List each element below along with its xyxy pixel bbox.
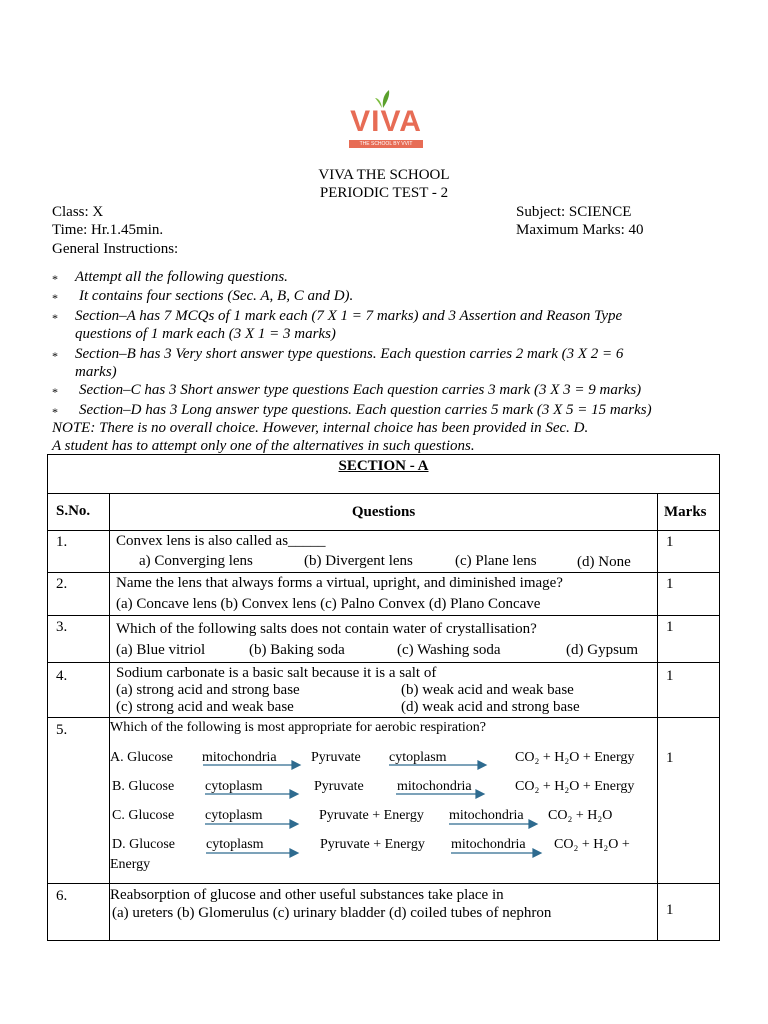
bullet-icon: * [52, 405, 58, 419]
bullet-icon: * [52, 385, 58, 399]
instruction-continuation: questions of 1 mark each (3 X 1 = 3 marks) [75, 326, 336, 342]
pathway-step-label: mitochondria [449, 808, 524, 823]
question-option: (b) Divergent lens [304, 553, 413, 569]
question-option: (a) strong acid and strong base [116, 682, 300, 698]
logo-tagline: THE SCHOOL BY VVIT [349, 140, 423, 148]
pathway-wrap-text: Energy [110, 857, 151, 872]
header-marks: Marks [664, 504, 707, 520]
bullet-icon: * [52, 272, 58, 286]
pathway-product: Pyruvate [311, 750, 361, 765]
pathway-option-label: C. Glucose [112, 808, 175, 823]
logo-wordmark: VIVA [350, 105, 422, 138]
arrow-icon [451, 849, 541, 857]
question-option: (c) Washing soda [397, 642, 501, 658]
bullet-icon: * [52, 349, 58, 363]
pathway-arrows [48, 455, 719, 940]
arrow-icon [206, 849, 298, 857]
instruction-item: Attempt all the following questions. [75, 269, 288, 285]
school-name: VIVA THE SCHOOL [318, 167, 450, 183]
pathway-step-label: cytoplasm [205, 808, 263, 823]
bullet-icon: * [52, 291, 58, 305]
class-label: Class: X [52, 204, 104, 220]
arrow-icon [396, 790, 484, 798]
question-option: (a) Blue vitriol [116, 642, 206, 658]
arrow-icon [203, 761, 300, 769]
instruction-continuation: marks) [75, 364, 117, 380]
question-text: Convex lens is also called as_____ [116, 533, 326, 549]
question-option: (d) weak acid and strong base [401, 699, 580, 715]
question-number: 6. [56, 888, 68, 904]
header-questions: Questions [351, 504, 416, 520]
pathway-step-label: mitochondria [451, 837, 526, 852]
pathway-step-label: mitochondria [397, 779, 472, 794]
arrow-icon [449, 820, 537, 828]
question-option: (b) Baking soda [249, 642, 345, 658]
school-logo [346, 88, 426, 152]
question-text: Which of the following is most appropriate for aerobic respiration? [110, 720, 486, 735]
question-text: Name the lens that always forms a virtual, upright, and diminished image? [116, 575, 563, 591]
question-number: 4. [56, 668, 68, 684]
pathway-product: CO₂ + H₂O + Energy [515, 779, 635, 794]
note-line: NOTE: There is no overall choice. However, internal choice has been provided in Sec. D. [52, 420, 589, 436]
subject-label: Subject: SCIENCE [516, 204, 632, 220]
arrow-icon [389, 761, 486, 769]
question-option: (d) Gypsum [566, 642, 639, 658]
question-number: 3. [56, 619, 68, 635]
instruction-item: Section–A has 7 MCQs of 1 mark each (7 X 1 = 7 marks) and 3 Assertion and Reason Type [75, 308, 623, 324]
instruction-item: It contains four sections (Sec. A, B, C and D). [79, 288, 354, 304]
question-number: 2. [56, 576, 68, 592]
section-title: SECTION - A [338, 458, 429, 474]
pathway-option-label: A. Glucose [110, 750, 173, 765]
question-number: 1. [56, 534, 68, 550]
pathway-product: Pyruvate [314, 779, 364, 794]
question-marks: 1 [666, 750, 674, 766]
pathway-product: CO₂ + H₂O + [554, 837, 630, 852]
pathway-step-label: cytoplasm [206, 837, 264, 852]
question-option: (b) weak acid and weak base [401, 682, 574, 698]
time-label: Time: Hr.1.45min. [52, 222, 164, 238]
pathway-option-label: D. Glucose [112, 837, 175, 852]
pathway-product: Pyruvate + Energy [319, 808, 424, 823]
arrow-icon [205, 820, 298, 828]
bullet-icon: * [52, 311, 58, 325]
question-option: (a) ureters (b) Glomerulus (c) urinary bladder (d) coiled tubes of nephron [112, 905, 552, 921]
pathway-product: Pyruvate + Energy [320, 837, 425, 852]
section-a-table [47, 454, 720, 941]
question-marks: 1 [666, 534, 674, 550]
pathway-product: CO₂ + H₂O + Energy [515, 750, 635, 765]
pathway-step-label: mitochondria [202, 750, 277, 765]
question-marks: 1 [666, 668, 674, 684]
max-marks-label: Maximum Marks: 40 [516, 222, 644, 238]
question-text: Which of the following salts does not contain water of crystallisation? [116, 621, 537, 637]
instruction-item: Section–C has 3 Short answer type questions Each question carries 3 mark (3 X 3 = 9 marks) [79, 382, 642, 398]
instructions-title: General Instructions: [52, 241, 179, 257]
question-marks: 1 [666, 619, 674, 635]
question-option: (c) Plane lens [455, 553, 537, 569]
arrow-icon [205, 790, 298, 798]
pathway-option-label: B. Glucose [112, 779, 175, 794]
question-option: (d) None [577, 554, 631, 570]
question-option: (a) Concave lens (b) Convex lens (c) Palno Convex (d) Plano Concave [116, 596, 541, 612]
question-text: Reabsorption of glucose and other useful substances take place in [110, 887, 504, 903]
question-option: a) Converging lens [139, 553, 253, 569]
question-marks: 1 [666, 576, 674, 592]
question-option: (c) strong acid and weak base [116, 699, 294, 715]
question-marks: 1 [666, 902, 674, 918]
note-line: A student has to attempt only one of the alternatives in such questions. [52, 438, 475, 454]
test-name: PERIODIC TEST - 2 [319, 185, 449, 201]
question-text: Sodium carbonate is a basic salt because it is a salt of [116, 665, 437, 681]
instruction-item: Section–D has 3 Long answer type questions. Each question carries 5 mark (3 X 5 = 15 marks) [79, 402, 652, 418]
instruction-item: Section–B has 3 Very short answer type questions. Each question carries 2 mark (3 X 2 = 6 [75, 346, 624, 362]
header-sno: S.No. [56, 503, 91, 519]
pathway-step-label: cytoplasm [389, 750, 447, 765]
pathway-product: CO₂ + H₂O [548, 808, 613, 823]
question-number: 5. [56, 722, 68, 738]
pathway-step-label: cytoplasm [205, 779, 263, 794]
